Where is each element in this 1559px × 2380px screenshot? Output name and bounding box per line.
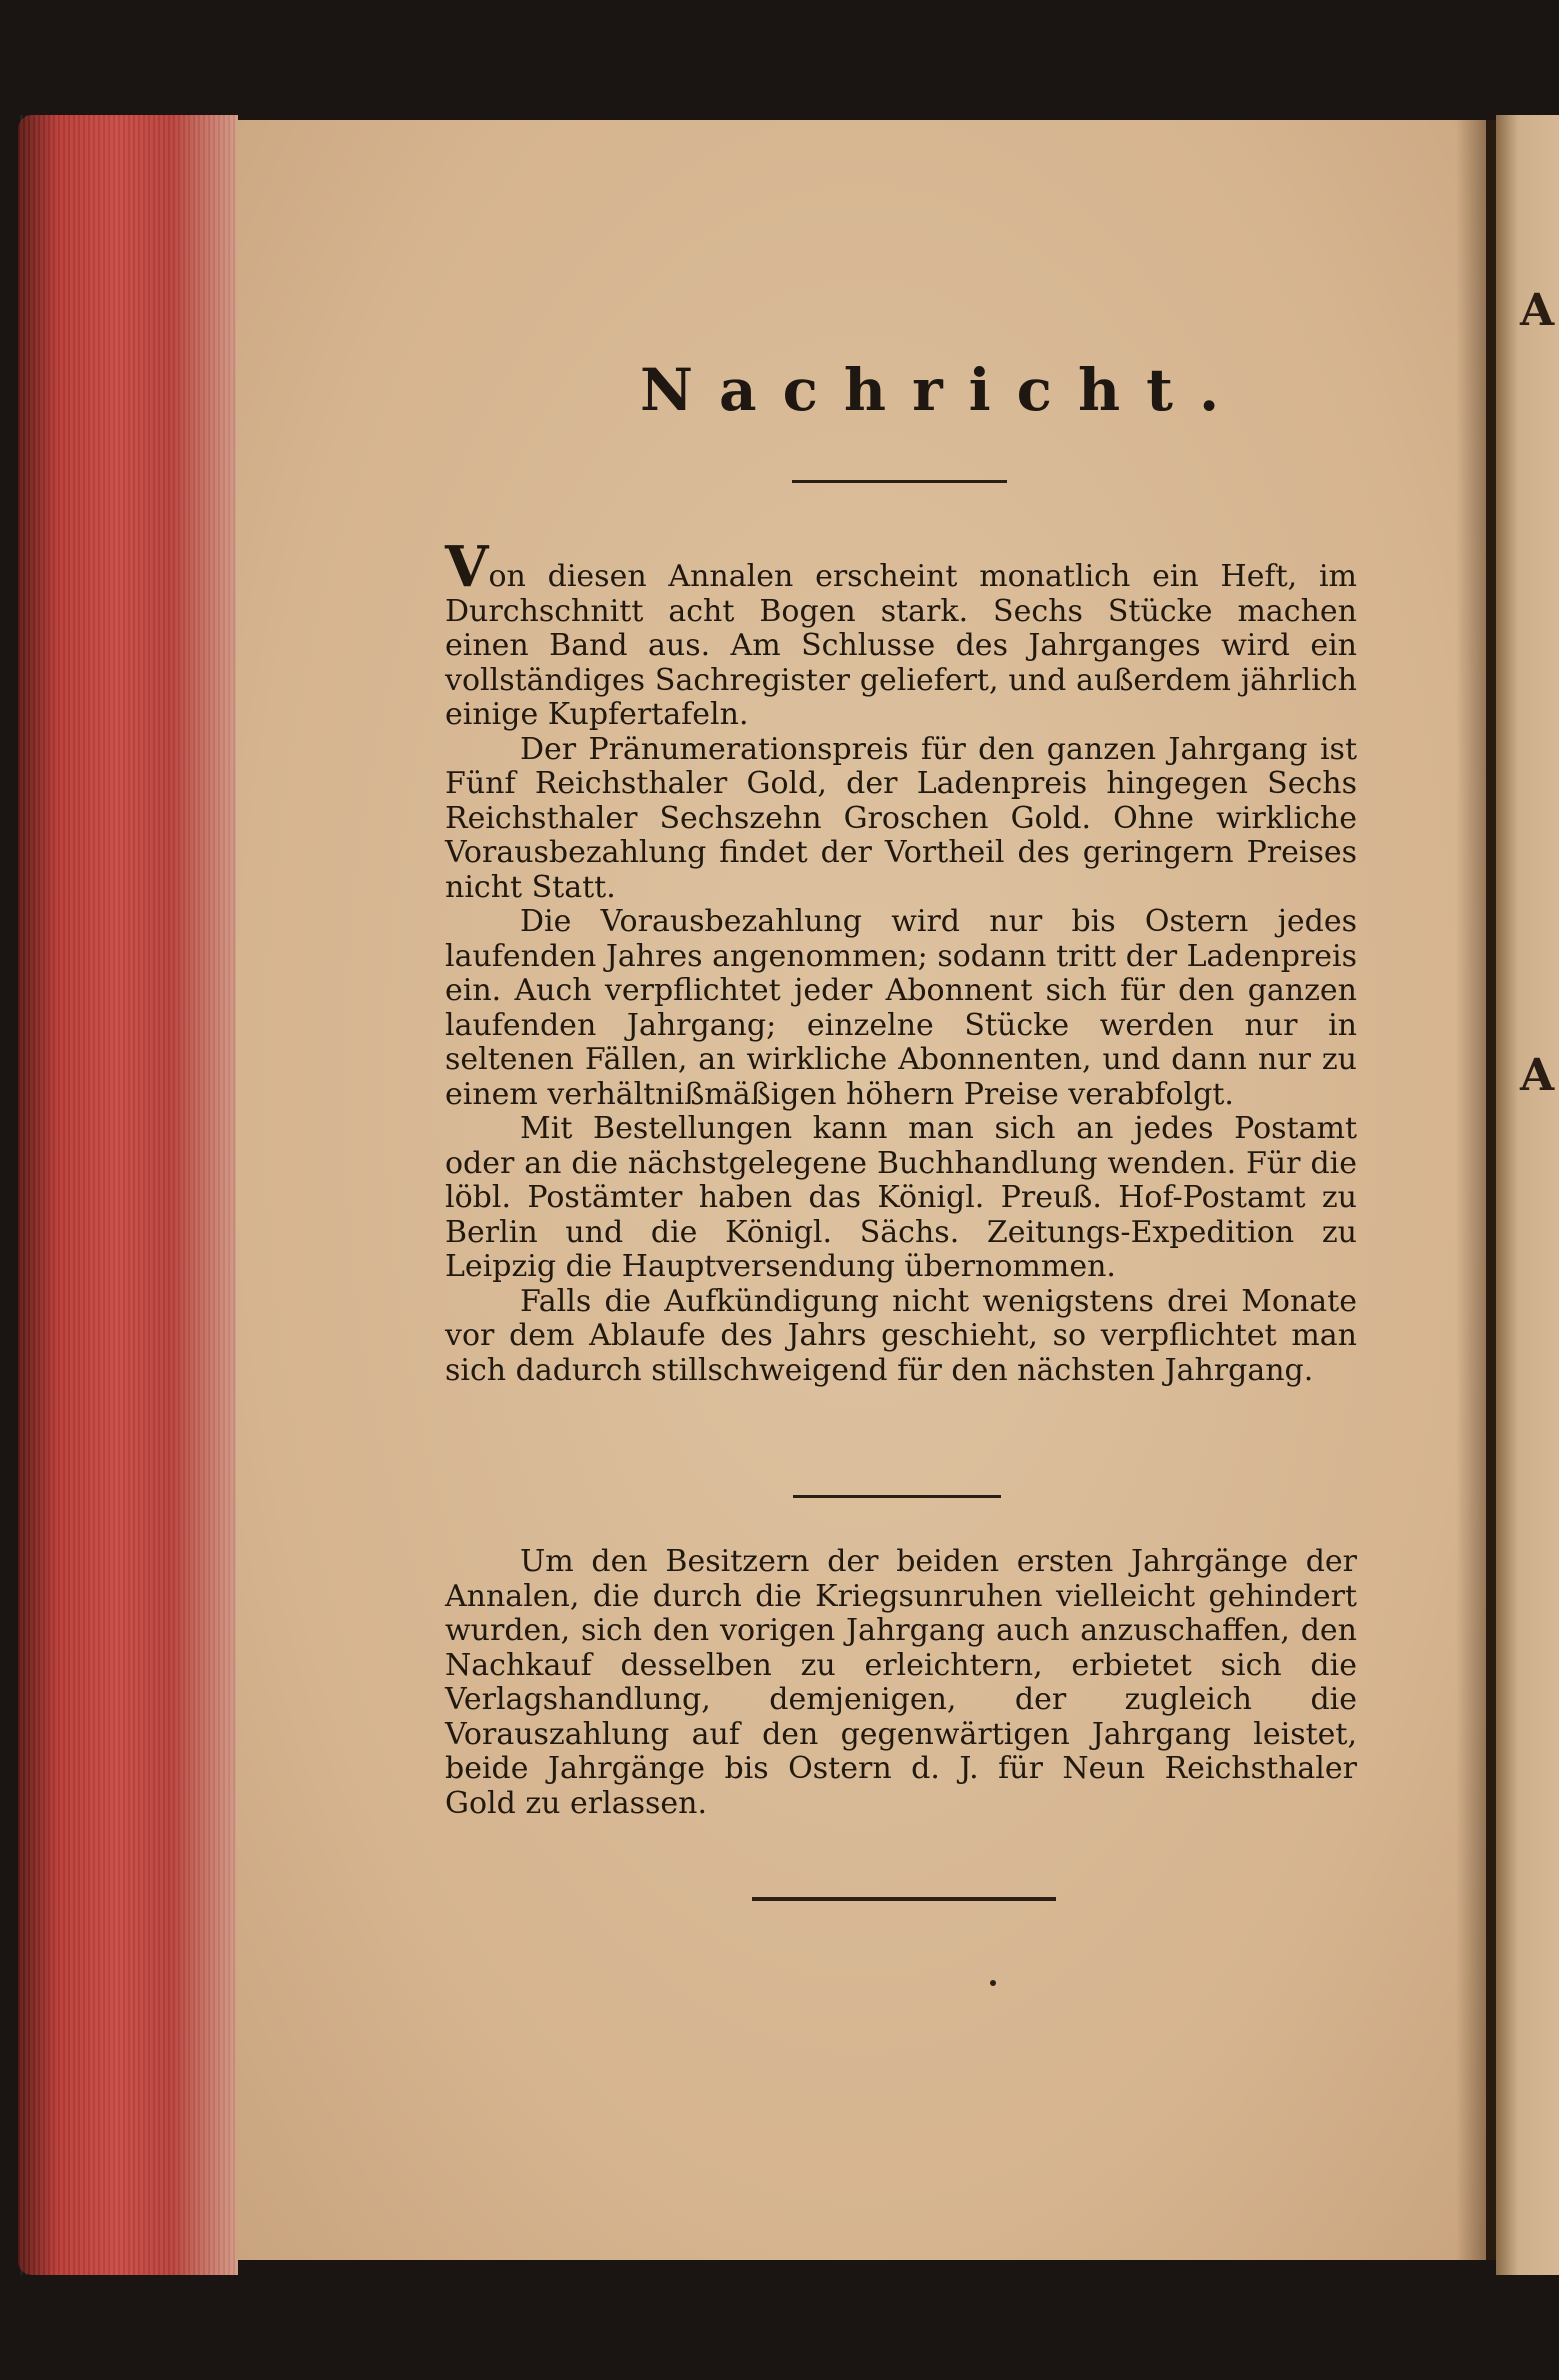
- drop-cap: V: [445, 534, 489, 600]
- page-gutter-shadow: [1456, 120, 1496, 2260]
- paragraph-publication-text: on diesen Annalen erscheint monatlich ein Heft, im Durchschnitt acht Bogen stark. Sechs Stücke machen einen Band aus. Am Schlusse des Jahrganges wird ein vollständiges Sachregister geliefert, und außerdem jährlich einige Kupfertafeln.: [445, 559, 1357, 732]
- notice-section: [445, 534, 1357, 1388]
- page-right-sliver: [1496, 115, 1559, 2275]
- adjacent-page-glyph-mid: A: [1520, 1050, 1555, 1101]
- section-divider: [793, 1495, 1001, 1498]
- paragraph-offer: Um den Besitzern der beiden ersten Jahrgänge der Annalen, die durch die Kriegsunruhen vielleicht gehindert wurden, sich den vorigen Jahrgang auch anzuschaffen, den Nachkauf desselben zu erleichtern, erbietet sich die Verlagshandlung, demjenigen, der zugleich die Vorauszahlung auf den gegenwärtigen Jahrgang leistet, beide Jahrgänge bis Ostern d. J. für Neun Reichsthaler Gold zu erlassen.: [445, 1544, 1357, 1821]
- offer-section: [445, 1545, 1357, 1821]
- paragraph-price: Der Pränumerationspreis für den ganzen Jahrgang ist Fünf Reichsthaler Gold, der Ladenpreis hingegen Sechs Reichsthaler Sechszehn Groschen Gold. Ohne wirkliche Vorausbezahlung findet der Vortheil des geringern Preises nicht Statt.: [445, 731, 1357, 905]
- paragraph-orders: Mit Bestellungen kann man sich an jedes Postamt oder an die nächstgelegene Buchhandlung wenden. Für die löbl. Postämter haben das Königl. Preuß. Hof-Postamt zu Berlin und die Königl. Sächs. Zeitungs-Expedition zu Leipzig die Hauptversendung übernommen.: [445, 1111, 1357, 1284]
- paragraph-prepayment: Die Vorausbezahlung wird nur bis Ostern jedes laufenden Jahres angenommen; sodann tritt der Ladenpreis ein. Auch verpflichtet jeder Abonnent sich für den ganzen laufenden Jahrgang; einzelne Stücke werden nur in seltenen Fällen, an wirkliche Abonnenten, und dann nur zu einem verhältnißmäßigen höhern Preise verabfolgt.: [445, 904, 1357, 1112]
- end-divider: [752, 1897, 1056, 1901]
- paragraph-publication: [445, 534, 1357, 733]
- paragraph-cancellation: Falls die Aufkündigung nicht wenigstens drei Monate vor dem Ablaufe des Jahrs geschieht, so verpflichtet man sich dadurch stillschweigend für den nächsten Jahrgang.: [445, 1283, 1357, 1388]
- ornament-dot: [990, 1980, 996, 1986]
- title-divider: [792, 480, 1007, 483]
- red-page-edge: [18, 115, 238, 2275]
- page-title: Nachricht.: [640, 356, 1246, 424]
- adjacent-page-glyph-top: A: [1520, 285, 1555, 336]
